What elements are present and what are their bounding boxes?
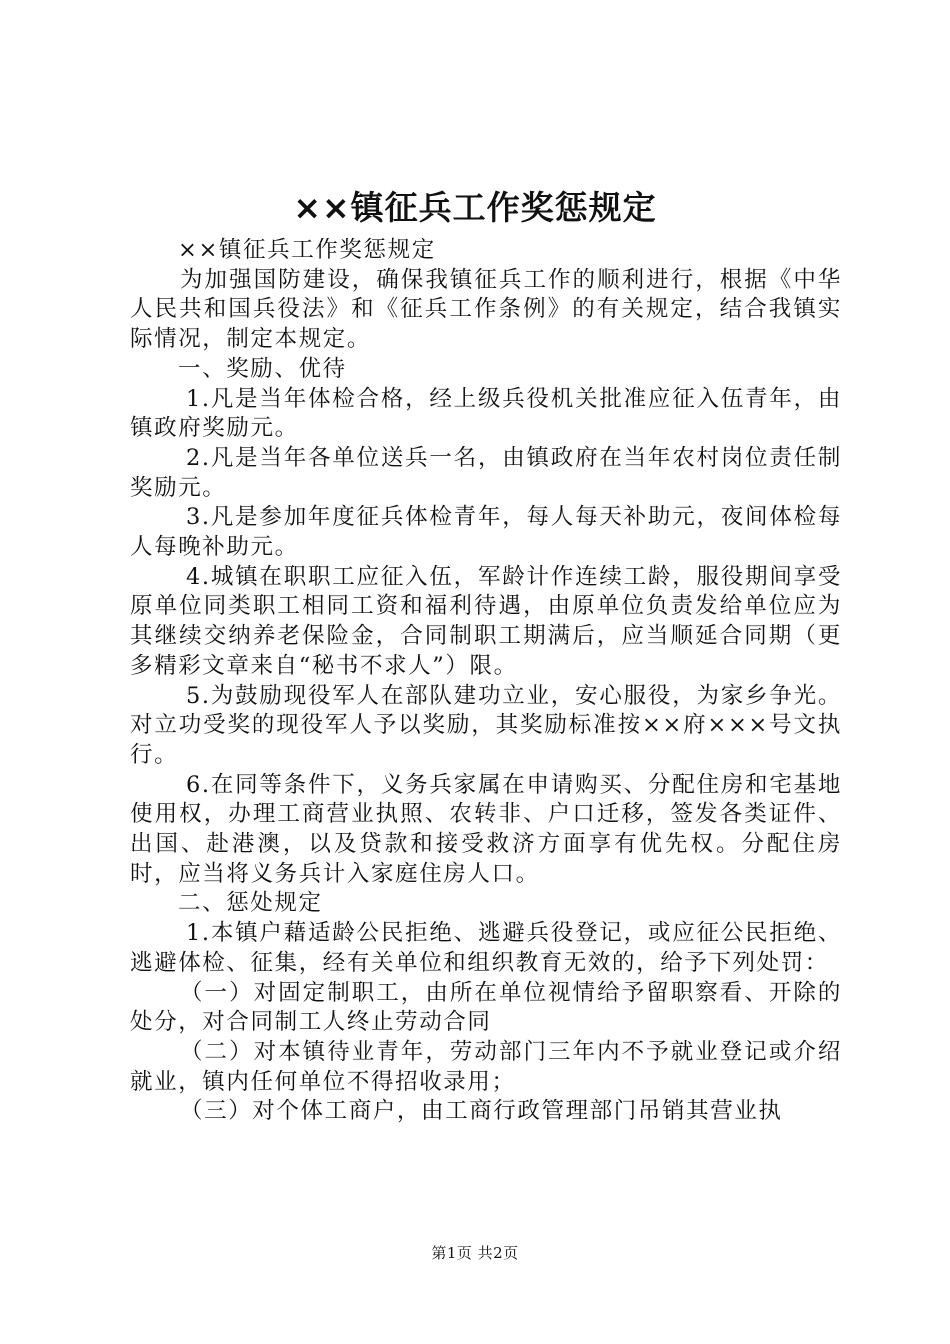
- body-paragraph: 为加强国防建设，确保我镇征兵工作的顺利进行，根据《中华人民共和国兵役法》和《征兵工作条例》的有关规定，结合我镇实际情况，制定本规定。: [130, 266, 842, 353]
- body-paragraph: 4.城镇在职职工应征入伍，军龄计作连续工龄，服役期间享受原单位同类职工相同工资和福利待遇，由原单位负责发给单位应为其继续交纳养老保险金，合同制职工期满后，应当顺延合同期（更多精彩文章来自“秘书不求人”）限。: [130, 563, 842, 679]
- body-paragraph: 1.本镇户藉适龄公民拒绝、逃避兵役登记，或应征公民拒绝、逃避体检、征集，经有关单位和组织教育无效的，给予下列处罚：: [130, 920, 842, 976]
- body-paragraph: （三）对个体工商户，由工商行政管理部门吊销其营业执: [180, 1098, 783, 1125]
- body-paragraph: ××镇征兵工作奖惩规定: [178, 237, 436, 263]
- document-body: [130, 236, 842, 1127]
- body-paragraph: 二、惩处规定: [178, 890, 323, 917]
- body-paragraph: 3.凡是参加年度征兵体检青年，每人每天补助元，夜间体检每人每晚补助元。: [130, 504, 842, 561]
- body-paragraph: 一、奖励、优待: [178, 355, 347, 382]
- page-footer: 第1页 共2页: [431, 1244, 519, 1262]
- body-paragraph: 5.为鼓励现役军人在部队建功立业，安心服役，为家乡争光。对立功受奖的现役军人予以奖励，其奖励标准按××府×××号文执行。: [130, 682, 842, 768]
- body-paragraph: （一）对固定制职工，由所在单位视情给予留职察看、开除的处分，对合同制工人终止劳动合同: [130, 979, 842, 1036]
- body-paragraph: 6.在同等条件下，义务兵家属在申请购买、分配住房和宅基地使用权，办理工商营业执照、农转非、户口迁移，签发各类证件、出国、赴港澳，以及贷款和接受救济方面享有优先权。分配住房时，应当将义务兵计入家庭住房人口。: [130, 771, 842, 887]
- document-title: ××镇征兵工作奖惩规定: [293, 188, 657, 227]
- body-paragraph: （二）对本镇待业青年，劳动部门三年内不予就业登记或介绍就业，镇内任何单位不得招收录用；: [130, 1038, 842, 1095]
- body-paragraph: 1.凡是当年体检合格，经上级兵役机关批准应征入伍青年，由镇政府奖励元。: [130, 385, 842, 442]
- body-paragraph: 2.凡是当年各单位送兵一名，由镇政府在当年农村岗位责任制奖励元。: [130, 444, 842, 501]
